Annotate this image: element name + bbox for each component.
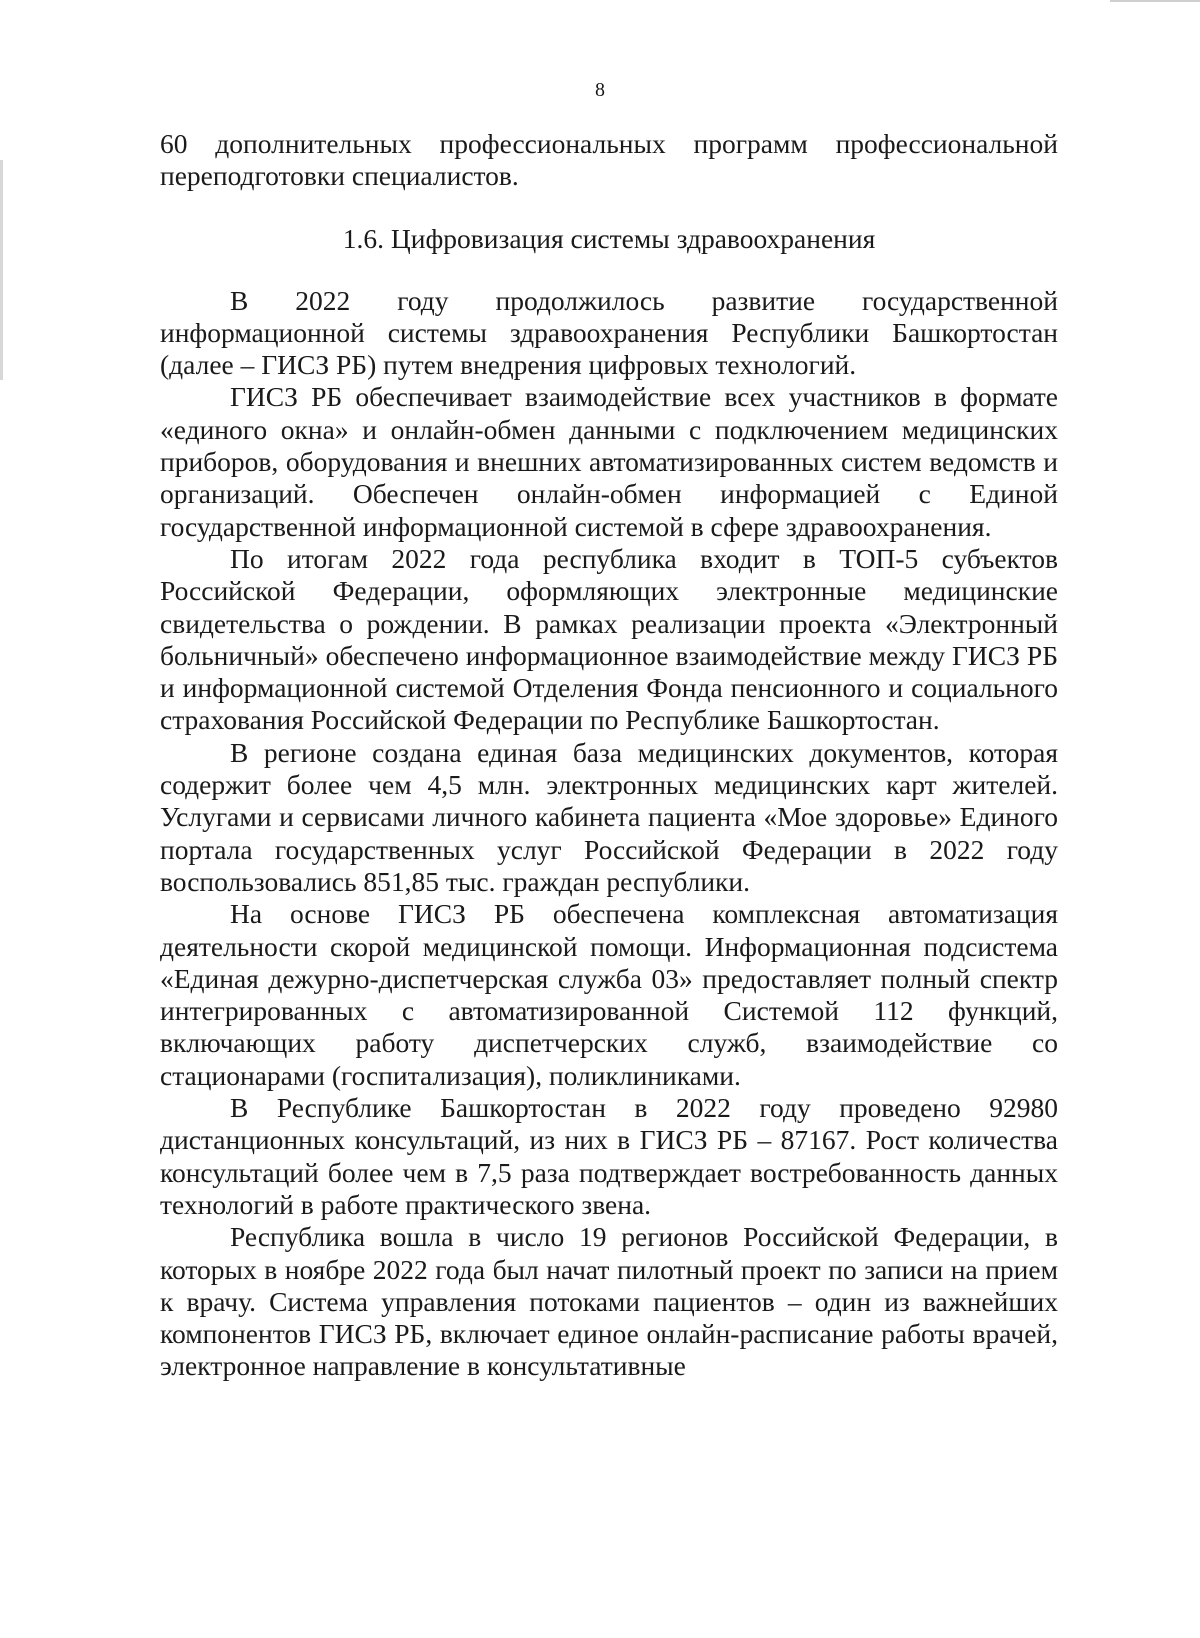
page-number: 8	[595, 79, 605, 101]
paragraph-ambulance: На основе ГИСЗ РБ обеспечена комплексная автоматизация деятельности скорой медицинской помощи. Информационная подсистема «Единая дежурно-диспетчерская служба 03» предоставляет полный спектр интегрированных с автоматизированной Системой 112 функций, включающих работу диспетчерских служб, взаимодействие со стационарами (госпитализация), поликлиниками.	[160, 898, 1058, 1091]
section-heading: 1.6. Цифровизация системы здравоохранения	[342, 222, 876, 254]
paragraph-single-window: ГИСЗ РБ обеспечивает взаимодействие всех участников в формате «единого окна» и онлайн-обмен данными с подключением медицинских приборов, оборудования и внешних автоматизированных систем ведомств и организаций. Обеспечен онлайн-обмен информацией с Единой государственной информационной системой в сфере здравоохранения.	[160, 381, 1058, 542]
paragraph-medical-records: В регионе создана единая база медицинских документов, которая содержит более чем 4,5 млн. электронных медицинских карт жителей. Услугами и сервисами личного кабинета пациента «Мое здоровье» Единого портала государственных услуг Российской Федерации в 2022 году воспользовались 851,85 тыс. граждан республики.	[160, 736, 1058, 897]
lead-paragraph: 60 дополнительных профессиональных программ профессиональной переподготовки специалистов.	[160, 128, 1058, 192]
paragraph-pilot-project: Республика вошла в число 19 регионов Российской Федерации, в которых в ноябре 2022 года был начат пилотный проект по записи на прием к врачу. Система управления потоками пациентов – один из важнейших компонентов ГИСЗ РБ, включает единое онлайн-расписание работы врачей, электронное направление в консультативные	[160, 1221, 1058, 1382]
paragraph-telemedicine: В Республике Башкортостан в 2022 году проведено 92980 дистанционных консультаций, из них в ГИСЗ РБ – 87167. Рост количества консультаций более чем в 7,5 раза подтверждает востребованность данных технологий в работе практического звена.	[160, 1092, 1058, 1220]
scan-edge-left	[0, 160, 3, 380]
paragraph-top5: По итогам 2022 года республика входит в ТОП-5 субъектов Российской Федерации, оформляющих электронные медицинские свидетельства о рождении. В рамках реализации проекта «Электронный больничный» обеспечено информационное взаимодействие между ГИСЗ РБ и информационной системой Отделения Фонда пенсионного и социального страхования Российской Федерации по Республике Башкортостан.	[160, 542, 1058, 736]
document-body	[160, 128, 1058, 1383]
scan-edge-top	[1110, 0, 1200, 2]
paragraph-development: В 2022 году продолжилось развитие государственной информационной системы здравоохранения Республики Башкортостан (далее – ГИСЗ РБ) путем внедрения цифровых технологий.	[160, 284, 1058, 381]
